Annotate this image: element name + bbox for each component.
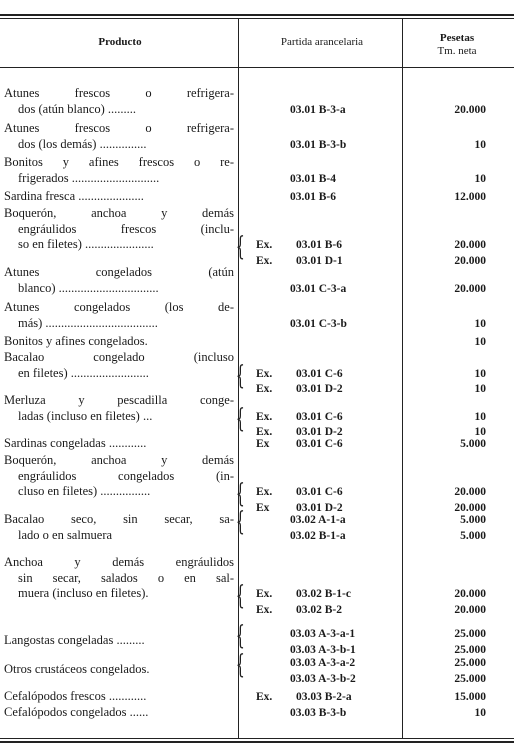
- partida-cell: [242, 382, 402, 396]
- partida-prefix: Ex.: [256, 239, 273, 251]
- pesetas-cell: 10: [474, 138, 486, 151]
- partida-code: 03.01 B-6: [296, 239, 342, 251]
- partida-code: 03.01 B-3-a: [290, 103, 346, 116]
- pesetas-cell: 10: [474, 172, 486, 185]
- header-rule: [0, 67, 514, 68]
- pesetas-cell: 5.000: [460, 514, 486, 526]
- product-line: Cefalópodos congelados ......: [4, 705, 149, 719]
- partida-code: 03.03 A-3-b-1: [290, 643, 356, 656]
- pesetas-cell: 15.000: [454, 691, 486, 703]
- pesetas-cell: 20.000: [454, 282, 486, 295]
- pesetas-cell: 20.000: [454, 486, 486, 498]
- product-line: Cefalópodos frescos ............: [4, 689, 147, 703]
- partida-cell: [242, 529, 402, 543]
- partida-cell: [242, 643, 402, 657]
- partida-code: 03.01 C-6: [296, 438, 343, 450]
- partida-code: 03.03 A-3-b-2: [290, 672, 356, 685]
- partida-cell: [242, 172, 402, 186]
- product-line: dos (atún blanco) .........: [18, 101, 137, 116]
- product-line: blanco) ................................: [18, 280, 159, 295]
- partida-cell: [242, 513, 402, 527]
- partida-cell: [242, 690, 402, 704]
- brace-glyph: {: [235, 621, 245, 651]
- pesetas-cell: 10: [474, 707, 486, 719]
- partida-cell: [242, 190, 402, 204]
- brace-glyph: {: [235, 232, 245, 262]
- product-line: Bacalao congelado (incluso: [4, 350, 234, 364]
- partida-code: 03.01 C-6: [296, 410, 343, 423]
- partida-cell: [242, 335, 402, 349]
- partida-code: 03.01 D-2: [296, 501, 343, 514]
- product-line: Anchoa y demás engráulidos: [4, 555, 234, 569]
- partida-code: 03.01 B-6: [290, 191, 336, 203]
- partida-cell: [242, 672, 402, 686]
- pesetas-cell: 25.000: [454, 628, 486, 640]
- pesetas-cell: 10: [474, 317, 486, 330]
- brace-glyph: {: [235, 507, 245, 537]
- product-line: engráulidos frescos (inclu-: [18, 221, 234, 236]
- pesetas-cell: 25.000: [454, 657, 486, 669]
- header-producto: Producto: [98, 36, 142, 48]
- header-pesetas-bottom: Tm. neta: [437, 45, 477, 57]
- product-line: en filetes) .........................: [18, 365, 149, 380]
- product-line: Sardina fresca .....................: [4, 189, 144, 203]
- product-line: dos (los demás) ...............: [18, 136, 147, 151]
- pesetas-cell: 25.000: [454, 672, 486, 685]
- partida-code: 03.03 A-3-a-1: [290, 628, 356, 640]
- partida-code: 03.01 C-6: [296, 486, 343, 498]
- partida-prefix: Ex.: [256, 367, 273, 380]
- partida-code: 03.02 B-1-c: [296, 588, 351, 600]
- partida-code: 03.02 B-1-a: [290, 529, 346, 542]
- product-line: Atunes congelados (atún: [4, 265, 234, 279]
- brace-glyph: {: [235, 650, 245, 680]
- pesetas-cell: 20.000: [454, 501, 486, 514]
- pesetas-cell: 20.000: [454, 603, 486, 616]
- top-rule-thin: [0, 18, 514, 19]
- partida-cell: [242, 706, 402, 720]
- partida-cell: [242, 587, 402, 601]
- brace-glyph: {: [235, 581, 245, 611]
- partida-cell: [242, 282, 402, 296]
- pesetas-cell: 10: [474, 336, 486, 348]
- partida-code: 03.01 D-2: [296, 426, 343, 438]
- partida-code: 03.01 C-6: [296, 367, 343, 380]
- partida-code: 03.01 D-2: [296, 383, 343, 395]
- partida-cell: [242, 138, 402, 152]
- partida-prefix: Ex.: [256, 426, 273, 438]
- partida-cell: [242, 627, 402, 641]
- pesetas-cell: 5.000: [460, 438, 486, 450]
- partida-prefix: Ex.: [256, 486, 273, 498]
- partida-code: 03.01 B-4: [290, 172, 336, 185]
- product-line: Bonitos y afines congelados.: [4, 334, 148, 348]
- partida-code: 03.03 A-3-a-2: [290, 657, 356, 669]
- partida-code: 03.01 C-3-b: [290, 317, 347, 330]
- partida-code: 03.02 A-1-a: [290, 514, 346, 526]
- header-partida: Partida arancelaria: [280, 36, 364, 48]
- pesetas-cell: 10: [474, 410, 486, 423]
- pesetas-cell: 12.000: [454, 191, 486, 203]
- partida-prefix: Ex.: [256, 410, 273, 423]
- partida-cell: [242, 254, 402, 268]
- partida-cell: [242, 103, 402, 117]
- brace-glyph: {: [235, 479, 245, 509]
- brace-glyph: {: [235, 360, 245, 391]
- pesetas-cell: 20.000: [454, 254, 486, 267]
- product-line: Boquerón, anchoa y demás: [4, 206, 234, 220]
- pesetas-cell: 10: [474, 426, 486, 438]
- product-line: cluso en filetes) ................: [18, 484, 151, 498]
- pesetas-cell: 5.000: [460, 529, 486, 542]
- product-line: Atunes frescos o refrigera-: [4, 86, 234, 100]
- partida-code: 03.01 C-3-a: [290, 282, 347, 295]
- partida-cell: [242, 437, 402, 451]
- partida-cell: [242, 603, 402, 617]
- partida-prefix: Ex: [256, 501, 270, 514]
- product-line: Atunes congelados (los de-: [4, 300, 234, 314]
- partida-cell: [242, 238, 402, 252]
- partida-prefix: Ex.: [256, 588, 273, 600]
- pesetas-cell: 20.000: [454, 588, 486, 600]
- column-divider-2: [402, 18, 403, 738]
- partida-cell: [242, 317, 402, 331]
- partida-cell: [242, 485, 402, 499]
- pesetas-cell: 20.000: [454, 239, 486, 251]
- partida-code: 03.03 B-2-a: [296, 691, 352, 703]
- partida-code: 03.01 D-1: [296, 254, 343, 267]
- product-line: Atunes frescos o refrigera-: [4, 121, 234, 135]
- partida-code: 03.02 B-2: [296, 603, 342, 616]
- header-pesetas-top: Pesetas: [439, 32, 475, 44]
- product-line: Sardinas congeladas ............: [4, 436, 147, 450]
- product-line: so en filetes) ......................: [18, 237, 154, 251]
- product-line: Otros crustáceos congelados.: [4, 662, 150, 676]
- product-line: Boquerón, anchoa y demás: [4, 453, 234, 467]
- partida-cell: [242, 367, 402, 381]
- partida-prefix: Ex.: [256, 603, 273, 616]
- header-pesetas: [404, 32, 510, 58]
- product-line: sin secar, salados o en sal-: [18, 570, 234, 585]
- partida-code: 03.03 B-3-b: [290, 707, 347, 719]
- pesetas-cell: 20.000: [454, 103, 486, 116]
- product-line: Merluza y pescadilla conge-: [4, 393, 234, 407]
- partida-prefix: Ex.: [256, 383, 273, 395]
- partida-prefix: Ex: [256, 438, 270, 450]
- product-line: lado o en salmuera: [18, 527, 113, 542]
- bottom-rule-thin: [0, 738, 514, 739]
- product-line: Langostas congeladas .........: [4, 633, 145, 647]
- product-line: Bonitos y afines frescos o re-: [4, 155, 234, 169]
- partida-prefix: Ex.: [256, 691, 273, 703]
- partida-prefix: Ex.: [256, 254, 273, 267]
- product-line: Bacalao seco, sin secar, sa-: [4, 512, 234, 526]
- product-line: frigerados ............................: [18, 170, 160, 185]
- product-line: engráulidos congelados (in-: [18, 468, 234, 483]
- partida-cell: [242, 410, 402, 424]
- partida-cell: [242, 656, 402, 670]
- partida-code: 03.01 B-3-b: [290, 138, 347, 151]
- top-rule-thick: [0, 14, 514, 16]
- bottom-rule-thick: [0, 741, 514, 743]
- pesetas-cell: 25.000: [454, 643, 486, 656]
- brace-glyph: {: [235, 403, 245, 434]
- product-line: más) ....................................: [18, 315, 158, 330]
- pesetas-cell: 10: [474, 383, 486, 395]
- product-line: muera (incluso en filetes).: [18, 586, 149, 600]
- product-line: ladas (incluso en filetes) ...: [18, 408, 153, 423]
- pesetas-cell: 10: [474, 367, 486, 380]
